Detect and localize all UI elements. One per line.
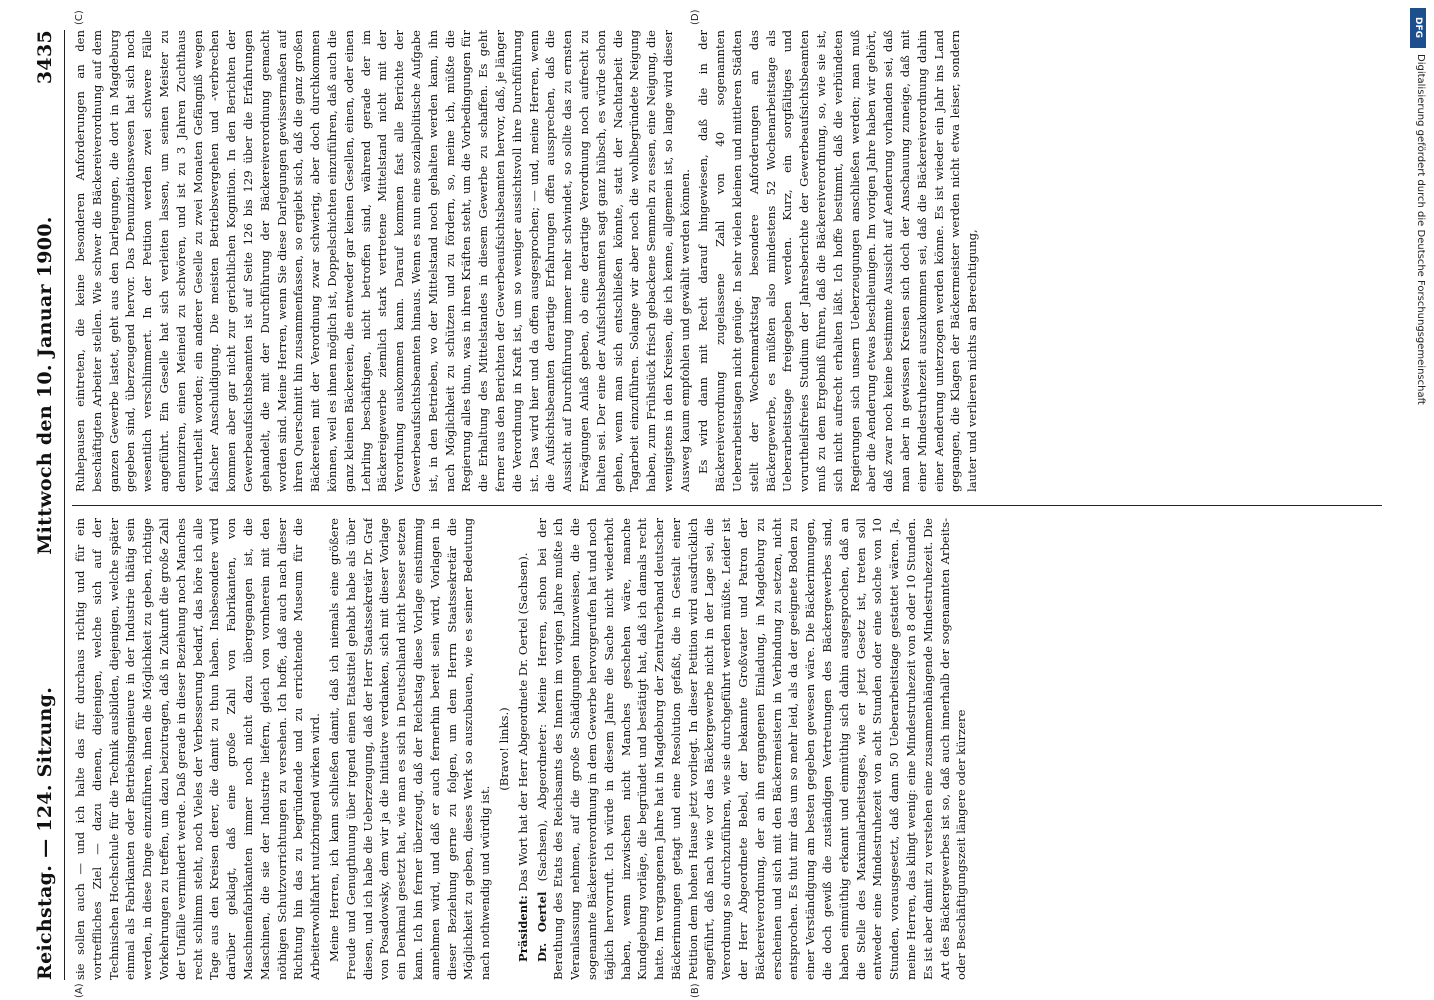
page-header xyxy=(30,30,60,980)
margin-marker-c: (C) xyxy=(74,10,85,25)
margin-marker-b: (B) xyxy=(690,983,701,998)
left-column xyxy=(72,518,1392,980)
page-number: 3435 xyxy=(34,30,56,85)
dfg-logo: DFG xyxy=(1410,8,1426,48)
applause-note: (Bravo! links.) xyxy=(496,707,511,791)
session-date: Mittwoch den 10. Januar 1900. xyxy=(34,216,56,555)
header-rule xyxy=(64,30,65,980)
session-title: Reichstag. — 124. Sitzung. xyxy=(34,686,56,980)
left-paragraph-2: Meine Herren, ich kann schließen damit, daß ich niemals eine größere Freude und Genugthuung über irgend einen Etatstitel gehabt habe als über diesen, und ich habe die Ueberzeugung, daß der Herr Staatssekretär Dr. Graf von Posadowsky, dem wir ja die Initiative verdanken, sich mit dieser Vorlage ein Denkmal gesetzt hat, wie man es sich in Deutschland nicht besser setzen kann. Ich bin ferner überzeugt, daß der Reichstag diese Vorlage einstimmig annehmen wird, und daß er auch fernerhin bereit sein wird, Vorlagen in dieser Beziehung gerne zu folgen, um dem Herrn Staatssekretär die Möglichkeit zu geben, dieses Werk so auszubauen, wie es seiner Bedeutung nach nothwendig und würdig ist. xyxy=(326,518,493,980)
president-label: Präsident: xyxy=(515,895,530,962)
column-divider xyxy=(72,505,1382,506)
speaker-text: (Sachsen), Abgeordneter: Meine Herren, schon bei der Berathung des Etats des Reichsamts des Innern im vorigen Jahre mußte ich Veranlassung nehmen, auf die große Schädigungen hinzuweisen, die die sogenannte Bäckereiverordnung in dem Gewerbe hervorgerufen hat und noch täglich hervorruft. Ich würde in diesem Jahre die Sache nicht wiederholt haben, wenn inzwischen nicht Manches geschehen wäre, manche Kundgebung vorläge, die begründet und bestätigt hat, daß ich damals recht hatte. Im vergangenen Jahre hat in Magdeburg der Zentralverband deutscher Bäckerinnungen getagt und eine Resolution gefaßt, die in Gestalt einer Petition dem hohen Hause jetzt vorliegt. In dieser Petition wird ausdrücklich angeführt, daß nach wie vor das Bäckergewerbe nicht in der Lage sei, die Verordnung so durchzuführen, wie sie durchgeführt werden müßte. Leider ist der Herr Abgeordnete Bebel, der bekannte Großvater und Patron der Bäckereiverordnung, der an ihn ergangenen Einladung, in Magdeburg zu erscheinen und sich mit den Bäckermeistern in Verbindung zu setzen, nicht entsprochen. Es thut mir das um so mehr leid, als da der geeignete Boden zu einer Verständigung am besten gegeben gewesen wäre. Die Bäckerinnungen, die doch gewiß die zuständigen Vertretungen des Bäckergewerbes sind, haben einmüthig erkannt und einmüthig sich dahin ausgesprochen, daß an die Stelle des Maximalarbeitstages, wie er jetzt Gesetz ist, treten soll entweder eine Mindestruhezeit von acht Stunden oder eine solche von 10 Stunden, vorausgesetzt, daß dann 50 Ueberarbeitstage gestattet wären. Ja, meine Herren, das klingt wenig: eine Mindestruhezeit von 8 oder 10 Stunden. Es ist aber damit zu verstehen eine zusammenhängende Mindestruhezeit. Die Art des Bäckergewerbes ist so, daß auch innerhalb der sogenannten Arbeits- oder Beschäftigungszeit längere oder kürzere xyxy=(534,518,969,980)
speaker-statement xyxy=(534,518,971,980)
president-statement xyxy=(515,518,532,980)
margin-marker-d: (D) xyxy=(690,9,701,25)
right-paragraph-1: Ruhepausen eintreten, die keine besonderen Anforderungen an den beschäftigten Arbeiter stellen. Wie schwer die Bäckereiverordnung auf dem ganzen Gewerbe lastet, geht aus den Darlegungen, die dort in Magdeburg gegeben sind, überzeugend hervor. Das Denunziationswesen hat sich noch wesentlich verschlimmert. In der Petition werden zwei schwere Fälle angeführt. Ein Geselle hat sich verleiten lassen, um seinen Meister zu denunziren, einen Meineid zu schwören, und ist zu 3 Jahren Zuchthaus verurtheilt worden; ein anderer Geselle zu zwei Monaten Gefängniß wegen falscher Anschuldigung. Die meisten Betriebsvergehen und -verbrechen kommen aber gar nicht zur gerichtlichen Kognition. In den Berichten der Gewerbeaufsichtsbeamten ist auf Seite 126 bis 129 über die Erfahrungen gehandelt, die mit der Durchführung der Bäckereiverordnung gemacht worden sind. Meine Herren, wenn Sie diese Darlegungen gewissermaßen auf ihren Querschnitt hin zusammenfassen, so ergiebt sich, daß die ganz großen Bäckereien mit der Verordnung zwar schwierig, aber doch durchkommen können, weil es ihnen möglich ist, Doppelschichten einzuführen, daß auch die ganz kleinen Bäckereien, die entweder gar keinen Gesellen, einen, oder einen Lehrling beschäftigen, nicht betroffen sind, während gerade der im Bäckereigewerbe ziemlich stark vertretene Mittelstand nicht mit der Verordnung auskommen kann. Darauf kommen fast alle Berichte der Gewerbeaufsichtsbeamten hinaus. Wenn es nun eine sozialpolitische Aufgabe ist, in den Betrieben, wo der Mittelstand noch gehalten werden kann, ihn nach Möglichkeit zu schützen und zu fördern, so, meine ich, müßte die Regierung alles thun, was in ihren Kräften steht, um die Vorbedingungen für die Erhaltung des Mittelstandes in diesem Gewerbe zu schaffen. Es geht ferner aus den Berichten der Gewerbeaufsichtsbeamten hervor, daß, je länger die Verordnung in Kraft ist, um so weniger aussichtsvoll ihre Durchführung ist. Das wird hier und da offen ausgesprochen; — und, meine Herren, wenn die Aufsichtsbeamten derartige Erfahrungen offen aussprechen, daß die Aussicht auf Durchführung immer mehr schwindet, so sollte das zu ernsten Erwägungen Anlaß geben, ob eine derartige Verordnung noch aufrecht zu halten sei. Der eine der Aufsichtsbeamten sagt ganz hübsch, es würde schon gehen, wenn man sich entschließen könnte, statt der Nachtarbeit die Tagarbeit einzuführen. Solange wir aber noch die wohlbegründete Neigung haben, zum Frühstück frisch gebackene Semmeln zu essen, eine Neigung, die wenigstens in den Kreisen, die ich kenne, allgemein ist, so lange wird dieser Ausweg kaum empfohlen und gewählt werden können. xyxy=(73,30,692,492)
digitization-credit: Digitalisierung gefördert durch die Deutsche Forschungsgemeinschaft xyxy=(1415,54,1426,405)
left-paragraph-1: sie sollen auch — und ich halte das für durchaus richtig und für ein vortreffliches Ziel — dazu dienen, diejenigen, welche sich auf der Technischen Hochschule für die Technik ausbilden, diejenigen, welche später einmal als Fabrikanten oder Betriebsingenieure in der Industrie thätig sein werden, in diese Dinge einzuführen, ihnen die Möglichkeit zu geben, richtige Vorkehrungen zu treffen, um dazu beizutragen, daß in Zukunft die große Zahl der Unfälle vermindert werde. Daß gerade in dieser Beziehung noch Manches recht schlimm steht, noch Vieles der Verbesserung bedarf, das höre ich alle Tage aus den Kreisen derer, die damit zu thun haben. Insbesondere wird darüber geklagt, daß eine große Zahl von Fabrikanten, von Maschinenfabrikanten immer noch nicht dazu übergegangen ist, die Maschinen, die sie der Industrie liefern, gleich von vornherein mit den nöthigen Schutzvorrichtungen zu versehen. Ich hoffe, daß auch nach dieser Richtung hin das zu begründende und zu errichtende Museum für die Arbeiterwohlfahrt nutzbringend wirken wird. xyxy=(73,518,323,980)
president-text: Das Wort hat der Herr Abgeordnete Dr. Oertel (Sachsen). xyxy=(515,552,530,892)
right-paragraph-2: Es wird dann mit Recht darauf hingewiesen, daß die in der Bäckereiverordnung zugelassene Zahl von 40 sogenannten Ueberarbeitstagen nicht genüge. In sehr vielen kleinen und mittleren Städten stellt der Wochenmarktstag besondere Anforderungen an das Bäckergewerbe, es müßten also mindestens 52 Wochenarbeitstage als Ueberarbeitstage freigegeben werden. Kurz, ein sorgfältiges und vorurtheilsfreies Studium der Jahresberichte der Gewerbeaufsichtsbeamten muß zu dem Ergebniß führen, daß die Bäckereiverordnung, so, wie sie ist, sich nicht aufrecht erhalten läßt. Ich hoffe bestimmt, daß die verbündeten Regierungen sich unsern Ueberzeugungen anschließen werden; man muß aber die Aenderung etwas beschleunigen. Im vorigen Jahre haben wir gehört, daß zwar noch keine bestimmte Aussicht auf Aenderung vorhanden sei, daß man aber in gewissen Kreisen sich doch der Anschauung zuneige, daß mit einer Mindestruhezeit auszukommen sei, daß die Bäckereiverordnung dahin einer Aenderung unterzogen werden könne. Es ist wieder ein Jahr ins Land gegangen, die Klagen der Bäckermeister werden nicht etwa leiser, sondern lauter und verlieren nichts an Berechtigung, xyxy=(696,30,980,492)
speaker-label: Dr. Oertel xyxy=(534,891,549,962)
digitization-note xyxy=(1408,8,1428,992)
margin-marker-a: (A) xyxy=(74,983,85,998)
right-column xyxy=(72,30,1392,492)
